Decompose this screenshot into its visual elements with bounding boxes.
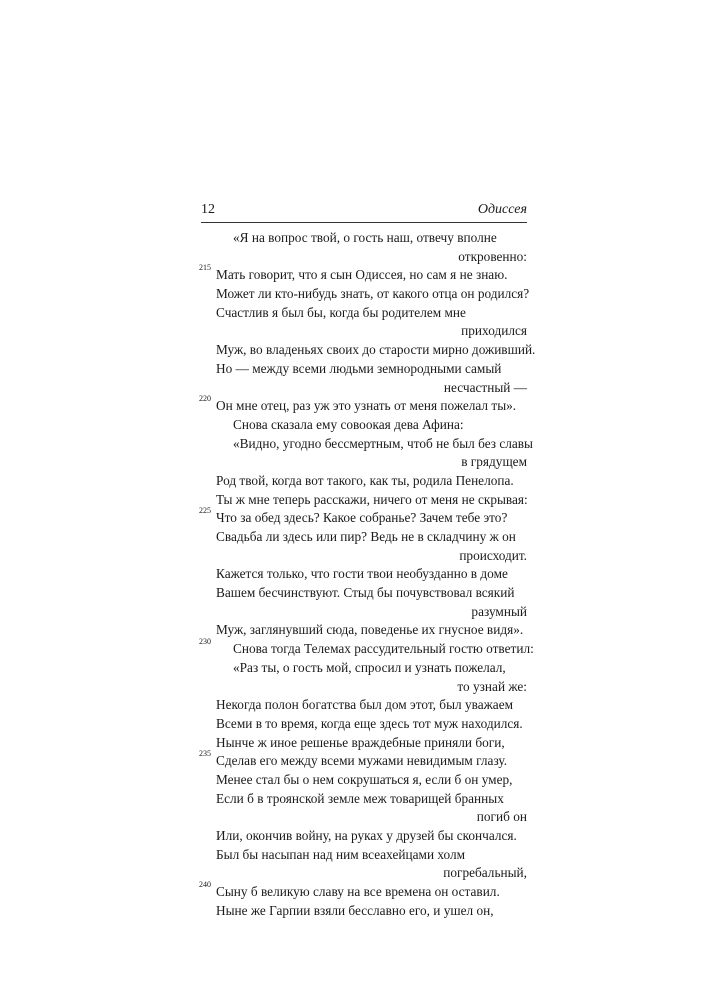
verse-line: [216, 229, 527, 248]
verse-line: [199, 637, 534, 659]
verse-line: [216, 846, 527, 865]
verse-line: [216, 696, 527, 715]
verse-line: [216, 584, 527, 603]
verse-line: [216, 360, 527, 379]
verse-text: погребальный,: [443, 865, 527, 881]
verse-text: «Я на вопрос твой, о гость наш, отвечу вполне: [233, 230, 497, 245]
verse-text: Если б в троянской земле меж товарищей бранных: [216, 790, 504, 806]
verse-text: Снова тогда Телемах рассудительный гостю ответил:: [233, 641, 534, 657]
verse-text: Муж, во владеньях своих до старости мирно доживший.: [216, 342, 536, 358]
line-number: 225: [199, 506, 211, 516]
verse-line: [199, 880, 527, 902]
verse-line: [216, 285, 530, 304]
verse-line: [216, 248, 527, 267]
verse-text: Снова сказала ему совоокая дева Афина:: [233, 416, 464, 432]
verse-line: [216, 341, 536, 360]
verse-text: приходился: [461, 323, 527, 339]
verse-line: [216, 528, 527, 547]
poem-text: [199, 229, 536, 920]
verse-line: [216, 304, 527, 323]
verse-text: Он мне отец, раз уж это узнать от меня пожелал ты».: [216, 398, 517, 414]
verse-line: [216, 771, 527, 790]
verse-text: Сыну б великую славу на все времена он оставил.: [216, 884, 500, 900]
verse-line: [216, 322, 527, 341]
line-number: 230: [199, 637, 211, 647]
verse-text: Мать говорит, что я сын Одиссея, но сам я не знаю.: [216, 267, 508, 283]
verse-text: Но — между всеми людьми земнородными самый: [216, 360, 502, 376]
verse-text: «Раз ты, о гость мой, спросил и узнать пожелал,: [233, 659, 506, 675]
verse-text: Всеми в то время, когда еще здесь тот муж находился.: [216, 715, 523, 731]
verse-line: [199, 263, 527, 285]
verse-text: Вашем бесчинствуют. Стыд бы почувствовал всякий: [216, 585, 515, 601]
verse-line: [216, 453, 527, 472]
verse-text: Ныне же Гарпии взяли бесславно его, и ушел он,: [216, 902, 494, 918]
verse-text: Что за обед здесь? Какое собранье? Зачем тебе это?: [216, 510, 508, 526]
verse-line: [216, 603, 527, 622]
verse-line: [216, 472, 527, 491]
verse-line: [216, 565, 527, 584]
verse-text: Некогда полон богатства был дом этот, был уважаем: [216, 697, 514, 713]
verse-text: Род твой, когда вот такого, как ты, родила Пенелопа.: [216, 472, 514, 488]
verse-text: разумный: [471, 603, 527, 619]
running-title: Одиссея: [477, 202, 527, 217]
verse-text: «Видно, угодно бессмертным, чтоб не был без славы: [233, 435, 533, 451]
verse-text: Нынче ж иное решенье враждебные приняли боги,: [216, 734, 505, 750]
verse-text: Муж, заглянувший сюда, поведенье их гнусное видя».: [216, 622, 524, 638]
line-number: 220: [199, 394, 211, 404]
verse-line: [216, 379, 527, 398]
verse-text: Свадьба ли здесь или пир? Ведь не в складчину ж он: [216, 529, 516, 544]
verse-text: несчастный —: [443, 379, 527, 395]
verse-line: [199, 749, 527, 771]
verse-line: [216, 491, 527, 510]
verse-text: Сделав его между всеми мужами невидимым глазу.: [216, 753, 508, 769]
verse-line: [216, 435, 533, 454]
line-number: 240: [199, 880, 211, 890]
verse-line: [216, 416, 527, 435]
verse-line: [216, 864, 527, 883]
verse-line: [216, 902, 527, 921]
verse-text: откровенно:: [458, 248, 527, 264]
line-number: 215: [199, 263, 211, 273]
page-number: 12: [201, 202, 215, 217]
verse-text: Счастлив я был бы, когда бы родителем мне: [216, 304, 466, 320]
verse-text: Или, окончив войну, на руках у друзей бы скончался.: [216, 828, 517, 843]
running-header: [201, 200, 527, 223]
verse-line: [199, 506, 527, 528]
verse-line: [216, 734, 527, 753]
verse-line: [216, 808, 527, 827]
verse-line: [199, 394, 527, 416]
verse-line: [216, 715, 527, 734]
verse-line: [216, 790, 527, 809]
verse-line: [216, 659, 527, 678]
verse-text: в грядущем: [461, 454, 527, 470]
verse-line: [216, 547, 527, 566]
verse-text: Был бы насыпан над ним всеахейцами холм: [216, 846, 466, 862]
verse-line: [216, 827, 527, 846]
verse-line: [216, 678, 527, 697]
verse-text: то узнай же:: [457, 678, 527, 694]
verse-line: [216, 621, 527, 640]
verse-text: Менее стал бы о нем сокрушаться я, если б он умер,: [216, 771, 513, 787]
verse-text: Может ли кто-нибудь знать, от какого отца он родился?: [216, 286, 530, 302]
verse-text: происходит.: [459, 547, 527, 563]
verse-text: Ты ж мне теперь расскажи, ничего от меня не скрывая:: [216, 491, 528, 507]
line-number: 235: [199, 749, 211, 759]
verse-text: Кажется только, что гости твои необузданно в доме: [216, 566, 508, 582]
verse-text: погиб он: [476, 809, 527, 825]
